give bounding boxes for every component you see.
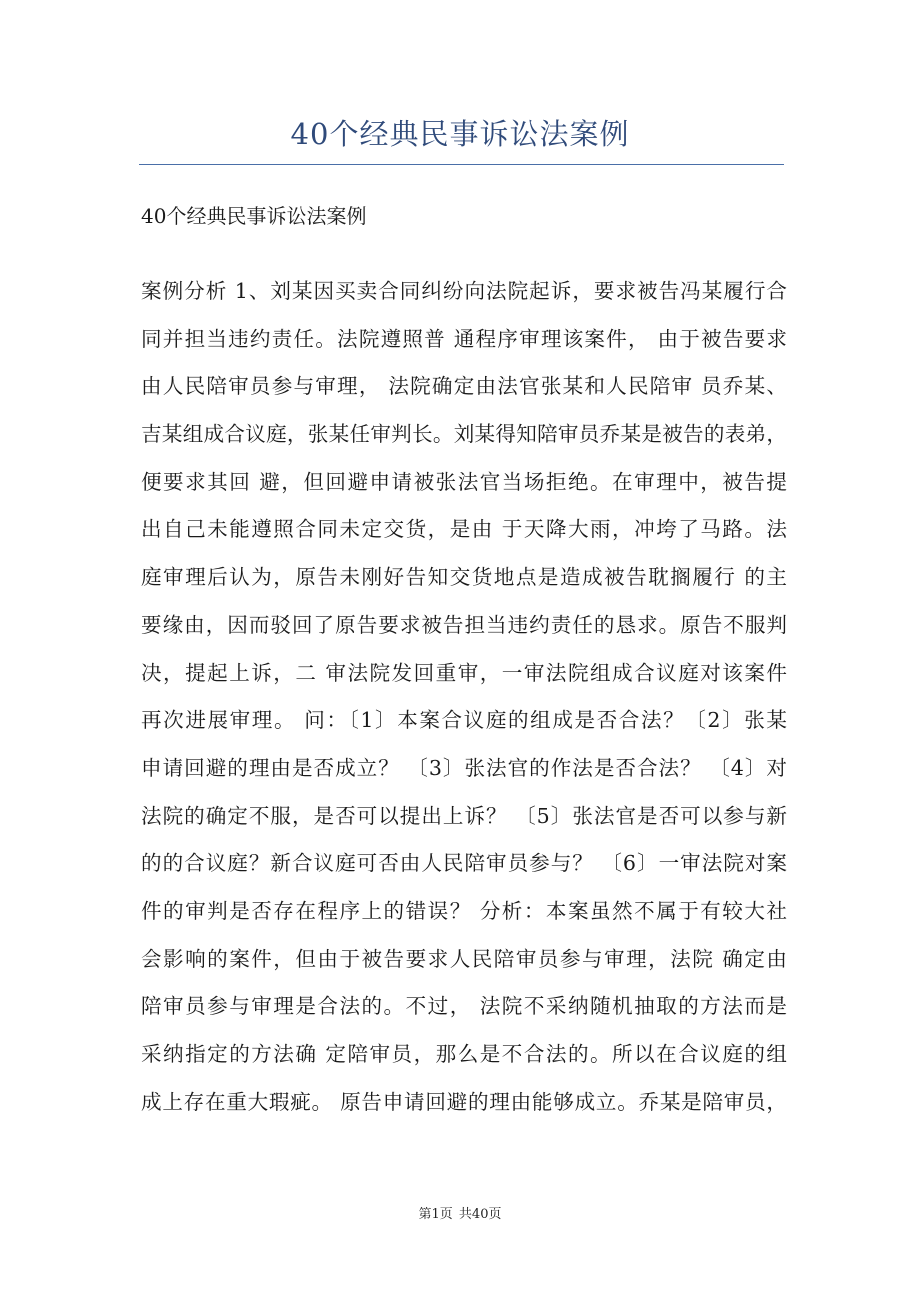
body-line: 出自己未能遵照合同未定交货，是由 于天降大雨，冲垮了马路。法 [141, 517, 787, 542]
page-footer: 第1页 共40页 [418, 1207, 502, 1222]
body-line: 会影响的案件，但由于被告要求人民陪审员参与审理，法院 确定由 [141, 946, 787, 971]
body-line: 申请回避的理由是否成立？ 〔3〕张法官的作法是否合法？ 〔4〕对 [141, 755, 787, 780]
title-divider [139, 164, 784, 165]
body-line: 法院的确定不服，是否可以提出上诉？ 〔5〕张法官是否可以参与新 [141, 803, 787, 828]
body-line: 要缘由，因而驳回了原告要求被告担当违约责任的恳求。原告不服判 [141, 612, 787, 637]
body-line: 同并担当违约责任。法院遵照普 通程序审理该案件， 由于被告要求 [141, 326, 787, 351]
body-line: 再次进展审理。 问：〔1〕本案合议庭的组成是否合法？〔2〕张某 [141, 708, 787, 733]
body-line: 便要求其回 避，但回避申请被张法官当场拒绝。在审理中，被告提 [141, 469, 787, 494]
document-subtitle: 40个经典民事诉讼法案例 [141, 204, 367, 228]
body-line: 庭审理后认为，原告未刚好告知交货地点是造成被告耽搁履行 的主 [141, 565, 787, 590]
body-line: 的的合议庭？新合议庭可否由人民陪审员参与？ 〔6〕一审法院对案 [141, 851, 787, 876]
body-line: 由人民陪审员参与审理， 法院确定由法官张某和人民陪审 员乔某、 [141, 374, 787, 399]
document-title: 40个经典民事诉讼法案例 [290, 117, 630, 151]
body-line: 采纳指定的方法确 定陪审员，那么是不合法的。所以在合议庭的组 [141, 1042, 787, 1066]
body-line: 件的审判是否存在程序上的错误？ 分析：本案虽然不属于有较大社 [141, 898, 787, 923]
body-line: 陪审员参与审理是合法的。不过， 法院不采纳随机抽取的方法而是 [141, 994, 787, 1019]
body-text [141, 268, 787, 1126]
body-line: 案例分析 1、刘某因买卖合同纠纷向法院起诉，要求被告冯某履行合 [141, 279, 787, 303]
body-line: 吉某组成合议庭，张某任审判长。刘某得知陪审员乔某是被告的表弟， [141, 422, 787, 447]
body-line: 成上存在重大瑕疵。 原告申请回避的理由能够成立。乔某是陪审员， [141, 1089, 787, 1114]
body-line: 决，提起上诉，二 审法院发回重审，一审法院组成合议庭对该案件 [141, 660, 787, 685]
